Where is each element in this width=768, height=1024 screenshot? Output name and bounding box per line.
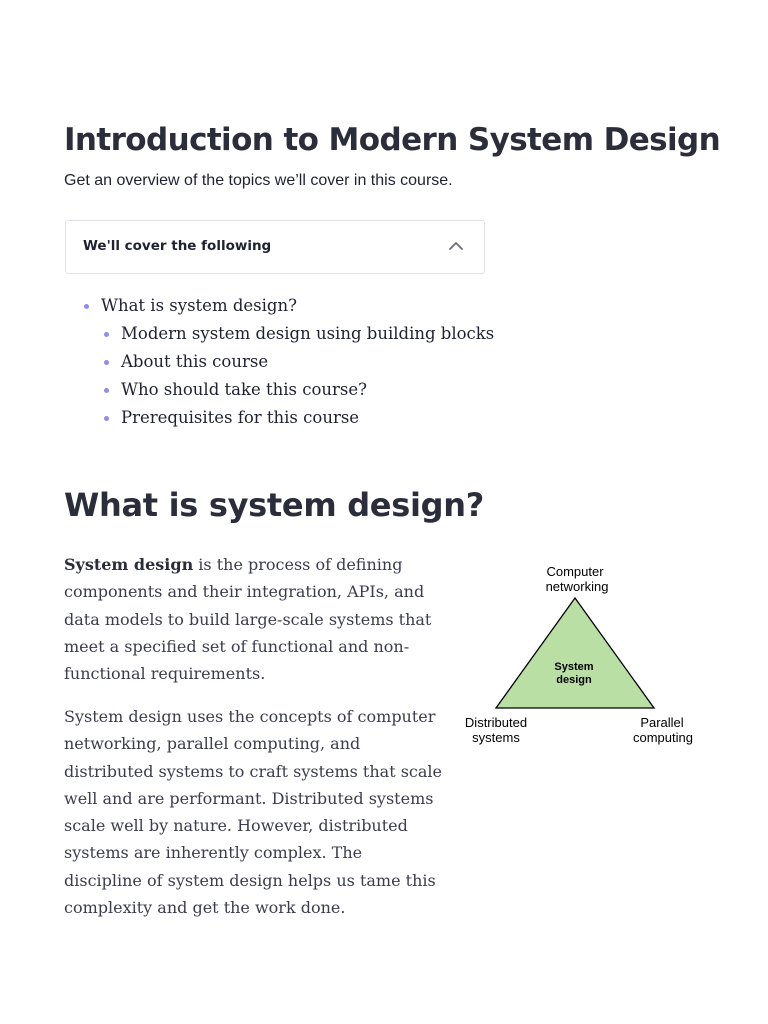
toc-item-what-is-system-design[interactable]: What is system design?	[84, 292, 494, 320]
toc-item-who-should-take[interactable]: Who should take this course?	[104, 376, 494, 404]
toc-item-building-blocks[interactable]: Modern system design using building blocks	[104, 320, 494, 348]
toc-list	[84, 292, 494, 432]
label-computer-networking-line1: Computer	[546, 564, 604, 579]
bold-term: System design	[64, 555, 194, 574]
label-system-design-line1: System	[554, 661, 594, 673]
label-computer-networking-line2: networking	[545, 579, 609, 594]
label-system-design-line2: design	[556, 674, 592, 686]
toc-heading: We'll cover the following	[83, 238, 272, 254]
toc-item-prerequisites[interactable]: Prerequisites for this course	[104, 404, 494, 432]
paragraph-definition-text: is the process of defining components and their integration, APIs, and data models to build large-scale systems that meet a specified set of functional and non-functional requirements.	[64, 555, 432, 684]
toc-item-about-course[interactable]: About this course	[104, 348, 494, 376]
paragraph-definition	[64, 551, 444, 687]
paragraph-concepts: System design uses the concepts of computer networking, parallel computing, and distributed systems to craft systems that scale well and are performant. Distributed systems scale well by nature. However, distributed systems are inherently complex. The discipline of system design helps us tame this complexity and get the work done.	[64, 707, 443, 918]
label-distributed-systems-line1: Distributed	[464, 715, 528, 730]
toc-toggle[interactable]	[65, 220, 485, 274]
chevron-up-icon	[448, 240, 464, 252]
label-distributed-systems-line2: systems	[472, 730, 520, 745]
section-heading: What is system design?	[64, 486, 484, 524]
label-parallel-computing-line1: Parallel	[640, 715, 684, 730]
triangle-shape	[496, 598, 654, 708]
label-parallel-computing-line2: computing	[633, 730, 693, 745]
page-title: Introduction to Modern System Design	[64, 122, 721, 158]
page-subtitle: Get an overview of the topics we’ll cover in this course.	[64, 172, 453, 189]
system-design-triangle-diagram	[456, 558, 706, 758]
